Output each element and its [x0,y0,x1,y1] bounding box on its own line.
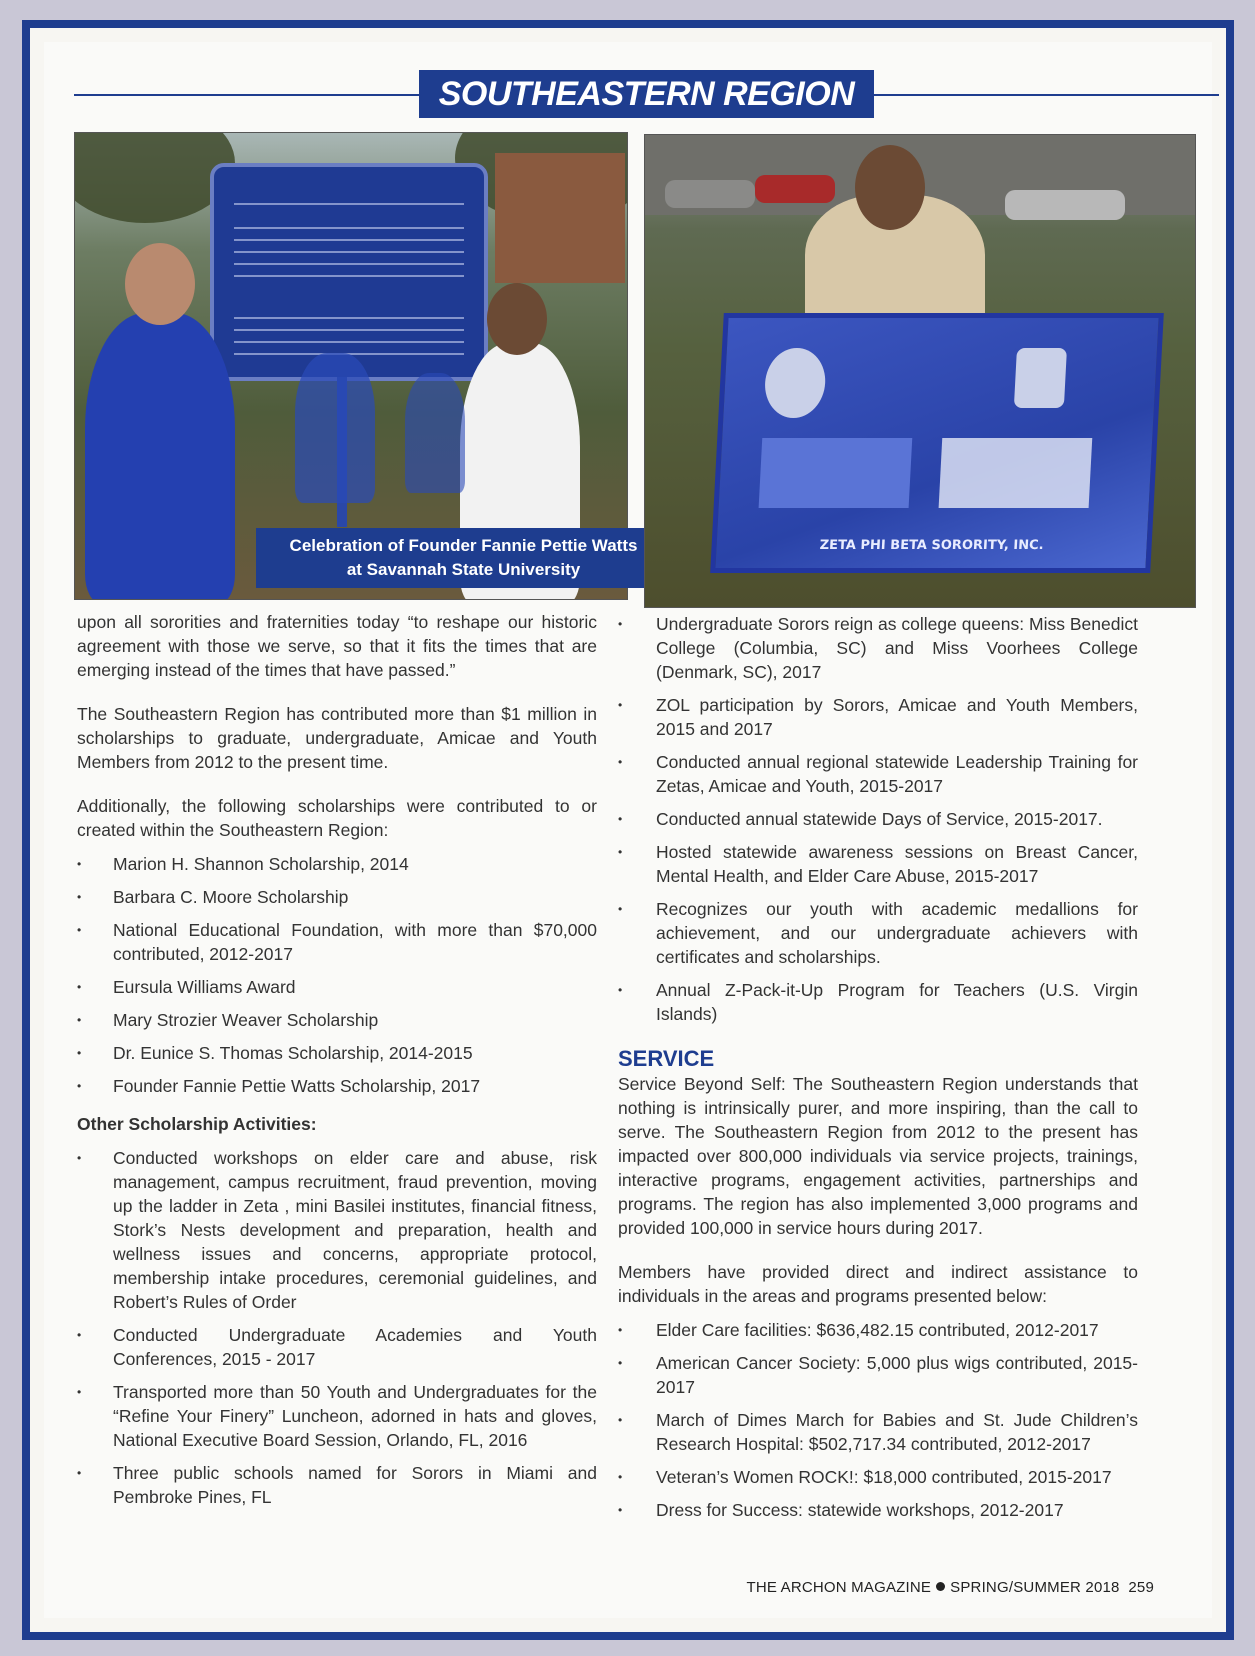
historical-marker-sign [210,163,488,381]
page-inner [44,42,1212,1618]
list-item: • National Educational Foundation, with more than $70,000 contributed, 2012-2017 [77,918,597,966]
caption-line-2: at Savannah State University [346,560,581,579]
woman-in-blue-suit [85,313,235,600]
list-item: • Conducted annual statewide Days of Service, 2015-2017. [618,807,1138,831]
list-item: • Undergraduate Sorors reign as college queens: Miss Benedict College (Columbia, SC) and Miss Voorhees College (Denmark, SC), 2017 [618,612,1138,684]
list-item: • Hosted statewide awareness sessions on Breast Cancer, Mental Health, and Elder Care Abuse, 2015-2017 [618,840,1138,888]
person-head [855,145,925,230]
list-item: • American Cancer Society: 5,000 plus wigs contributed, 2015-2017 [618,1351,1138,1399]
plaque-map [939,438,1093,508]
list-item: • March of Dimes March for Babies and St. Jude Children’s Research Hospital: $502,717.34 contributed, 2012-2017 [618,1408,1138,1456]
plaque-portrait [763,348,827,418]
service-heading: SERVICE [618,1046,715,1071]
photo-plaque-dedication [644,134,1196,608]
person-head [487,283,547,355]
list-item: • Recognizes our youth with academic medallions for achievement, and our undergraduate achievers with certificates and scholarships. [618,897,1138,969]
list-item: • Mary Strozier Weaver Scholarship [77,1008,597,1032]
list-item: • Eursula Williams Award [77,975,597,999]
service-list [618,1318,1138,1522]
list-item: • ZOL participation by Sorors, Amicae and Youth Members, 2015 and 2017 [618,693,1138,741]
list-item: • Veteran’s Women ROCK!: $18,000 contributed, 2015-2017 [618,1465,1138,1489]
right-text-column [618,612,1138,1531]
person-head [125,243,195,325]
scholarship-total-paragraph: The Southeastern Region has contributed more than $1 million in scholarships to graduate, undergraduate, Amicae and Youth Members from 2012 to the present time. [77,704,597,772]
list-item: • Marion H. Shannon Scholarship, 2014 [77,852,597,876]
list-item: • Conducted Undergraduate Academies and Youth Conferences, 2015 - 2017 [77,1323,597,1371]
list-item: • Transported more than 50 Youth and Undergraduates for the “Refine Your Finery” Luncheon, adorned in hats and gloves, National Executive Board Session, Orlando, FL, 2016 [77,1380,597,1452]
service-assistance-paragraph: Members have provided direct and indirect assistance to individuals in the areas and programs presented below: [618,1262,1138,1306]
page-title: SOUTHEASTERN REGION [419,70,874,118]
photo-building [495,153,625,283]
left-text-column [77,610,597,1518]
intro-paragraph: upon all sororities and fraternities today “to reshape our historic agreement with those we serve, so that it fits the times that are emerging instead of the times that have passed.” [77,612,597,680]
list-item: • Dress for Success: statewide workshops, 2012-2017 [618,1498,1138,1522]
list-item: • Elder Care facilities: $636,482.15 contributed, 2012-2017 [618,1318,1138,1342]
magazine-name: THE ARCHON MAGAZINE [746,1579,932,1596]
page-footer [746,1579,1154,1596]
achievements-list [618,612,1138,1026]
caption-line-1: Celebration of Founder Fannie Pettie Watts [289,536,638,555]
issue-label: SPRING/SUMMER 2018 [950,1579,1120,1596]
sorority-crest-icon [1014,348,1067,408]
list-item: • Three public schools named for Sorors in Miami and Pembroke Pines, FL [77,1461,597,1509]
list-item: • Barbara C. Moore Scholarship [77,885,597,909]
bullet-dot-icon [936,1582,945,1591]
header-rule-right [874,94,1219,96]
parked-car [755,175,835,203]
header-rule-left [74,94,419,96]
page-number: 259 [1128,1579,1154,1596]
other-activities-list [77,1146,597,1509]
service-paragraph: Service Beyond Self: The Southeastern Region understands that nothing is intrinsically purer, and more inspiring, than the call to serve. The Southeastern Region from 2012 to the present has impacted over 800,000 individuals via service projects, trainings, interactive programs, engagement activities, partnerships and programs. The region has also implemented 3,000 programs and provided 100,000 in service hours during 2017. [618,1074,1138,1238]
plaque-sorority-name: ZETA PHI BETA SORORITY, INC. [819,538,1044,553]
commemorative-plaque [710,313,1164,573]
background-attendee [295,353,375,503]
plaque-text-block [759,438,913,508]
other-activities-heading: Other Scholarship Activities: [77,1114,317,1134]
scholarship-list [77,852,597,1098]
list-item: • Annual Z-Pack-it-Up Program for Teachers (U.S. Virgin Islands) [618,978,1138,1026]
list-item: • Founder Fannie Pettie Watts Scholarship, 2017 [77,1074,597,1098]
scholarship-intro-paragraph: Additionally, the following scholarships were contributed to or created within the Southeastern Region: [77,796,597,840]
parked-car [665,180,755,208]
parked-car [1005,190,1125,220]
list-item: • Conducted workshops on elder care and abuse, risk management, campus recruitment, fraud prevention, moving up the ladder in Zeta , mini Basilei institutes, financial fitness, Stork’s Nests development and preparation, health and wellness issues and concerns, appropriate protocol, membership intake procedures, ceremonial guidelines, and Robert’s Rules of Order [77,1146,597,1314]
photo-caption [256,528,671,588]
list-item: • Dr. Eunice S. Thomas Scholarship, 2014-2015 [77,1041,597,1065]
background-attendee [405,373,465,493]
magazine-page [22,20,1234,1640]
list-item: • Conducted annual regional statewide Leadership Training for Zetas, Amicae and Youth, 2015-2017 [618,750,1138,798]
